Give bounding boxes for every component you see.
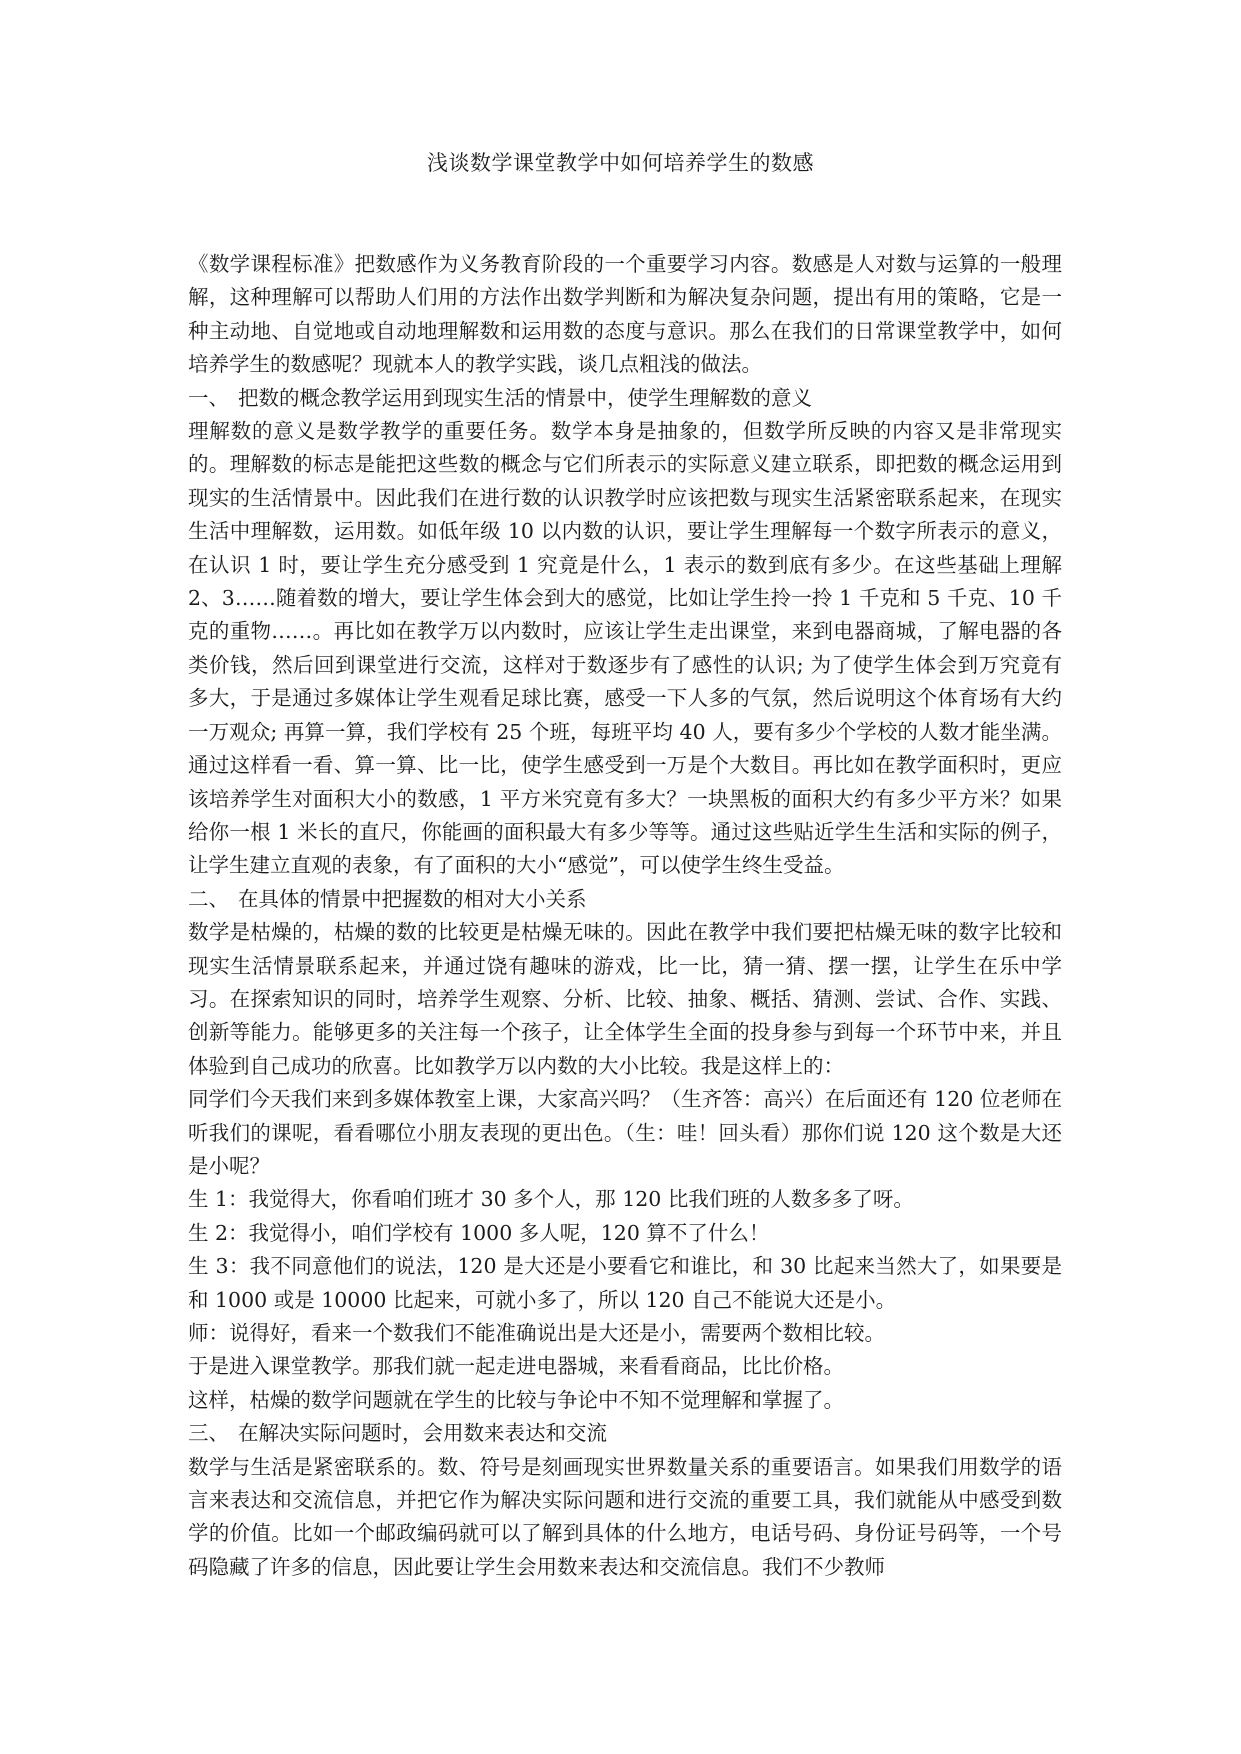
section-3-number: 三、 bbox=[188, 1421, 229, 1446]
section-3-heading-text: 在解决实际问题时，会用数来表达和交流 bbox=[238, 1421, 607, 1446]
dialogue-line: 于是进入课堂教学。那我们就一起走进电器城，来看看商品，比比价格。 bbox=[188, 1354, 844, 1379]
dialogue-line: 生 1：我觉得大，你看咱们班才 30 多个人，那 120 比我们班的人数多多了呀。 bbox=[188, 1187, 914, 1212]
section-2-heading bbox=[188, 883, 1062, 916]
section-3-paragraph: 数学与生活是紧密联系的。数、符号是刻画现实世界数量关系的重要语言。如果我们用数学的语言来表达和交流信息，并把它作为解决实际问题和进行交流的重要工具，我们就能从中感受到数学的价值。比如一个邮政编码就可以了解到具体的什么地方，电话号码、身份证号码等，一个号码隐藏了许多的信息，因此要让学生会用数来表达和交流信息。我们不少教师 bbox=[188, 1454, 1062, 1579]
section-2-paragraph: 数学是枯燥的，枯燥的数的比较更是枯燥无味的。因此在教学中我们要把枯燥无味的数字比较和现实生活情景联系起来，并通过饶有趣味的游戏，比一比，猜一猜、摆一摆，让学生在乐中学习。在探索知识的同时，培养学生观察、分析、比较、抽象、概括、猜测、尝试、合作、实践、创新等能力。能够更多的关注每一个孩子，让全体学生全面的投身参与到每一个环节中来，并且体验到自己成功的欣喜。比如教学万以内数的大小比较。我是这样上的： bbox=[188, 920, 1062, 1078]
section-2-number: 二、 bbox=[188, 886, 229, 911]
section-1-paragraph: 理解数的意义是数学教学的重要任务。数学本身是抽象的，但数学所反映的内容又是非常现实的。理解数的标志是能把这些数的概念与它们所表示的实际意义建立联系，即把数的概念运用到现实的生活情景中。因此我们在进行数的认识教学时应该把数与现实生活紧密联系起来，在现实生活中理解数，运用数。如低年级 10 以内数的认识，要让学生理解每一个数字所表示的意义，在认识 1 时，要让学生充分感受到 1 究竟是什么，1 表示的数到底有多少。在这些基础上理解 2、3……随着数的增大，要让学生体会到大的感觉，比如让学生拎一拎 1 千克和 5 千克、10 千克的重物……。再比如在教学万以内数时，应该让学生走出课堂，来到电器商城，了解电器的各类价钱，然后回到课堂进行交流，这样对于数逐步有了感性的认识; 为了使学生体会到万究竟有多大，于是通过多媒体让学生观看足球比赛，感受一下人多的气氛，然后说明这个体育场有大约一万观众; 再算一算，我们学校有 25 个班，每班平均 40 人，要有多少个学校的人数才能坐满。通过这样看一看、算一算、比一比，使学生感受到一万是个大数目。再比如在教学面积时，更应该培养学生对面积大小的数感，1 平方米究竟有多大？一块黑板的面积大约有多少平方米？如果给你一根 1 米长的直尺，你能画的面积最大有多少等等。通过这些贴近学生生活和实际的例子，让学生建立直观的表象，有了面积的大小“感觉”，可以使学生终生受益。 bbox=[188, 419, 1062, 878]
dialogue-line: 生 3：我不同意他们的说法，120 是大还是小要看它和谁比，和 30 比起来当然大了，如果要是和 1000 或是 10000 比起来，可就小多了，所以 120 自己不能说大还是小。 bbox=[188, 1254, 1062, 1312]
section-1-heading bbox=[188, 382, 1062, 415]
section-1-heading-text: 把数的概念教学运用到现实生活的情景中，使学生理解数的意义 bbox=[238, 385, 812, 410]
dialogue-line: 同学们今天我们来到多媒体教室上课，大家高兴吗？（生齐答：高兴）在后面还有 120 位老师在听我们的课呢，看看哪位小朋友表现的更出色。（生：哇！回头看）那你们说 120 这个数是大还是小呢？ bbox=[188, 1087, 1062, 1178]
intro-paragraph: 《数学课程标准》把数感作为义务教育阶段的一个重要学习内容。数感是人对数与运算的一般理解，这种理解可以帮助人们用的方法作出数学判断和为解决复杂问题，提出有用的策略，它是一种主动地、自觉地或自动地理解数和运用数的态度与意识。那么在我们的日常课堂教学中，如何培养学生的数感呢？现就本人的教学实践，谈几点粗浅的做法。 bbox=[188, 252, 1062, 377]
dialogue-line: 生 2：我觉得小，咱们学校有 1000 多人呢，120 算不了什么！ bbox=[188, 1220, 770, 1245]
section-3-heading bbox=[188, 1417, 1062, 1450]
dialogue-line: 师：说得好，看来一个数我们不能准确说出是大还是小，需要两个数相比较。 bbox=[188, 1321, 885, 1345]
section-1-number: 一、 bbox=[188, 385, 229, 410]
document-title: 浅谈数学课堂教学中如何培养学生的数感 bbox=[427, 151, 814, 175]
document-body bbox=[188, 248, 1062, 1584]
section-2-heading-text: 在具体的情景中把握数的相对大小关系 bbox=[238, 886, 587, 911]
dialogue-line: 这样，枯燥的数学问题就在学生的比较与争论中不知不觉理解和掌握了。 bbox=[188, 1387, 844, 1412]
